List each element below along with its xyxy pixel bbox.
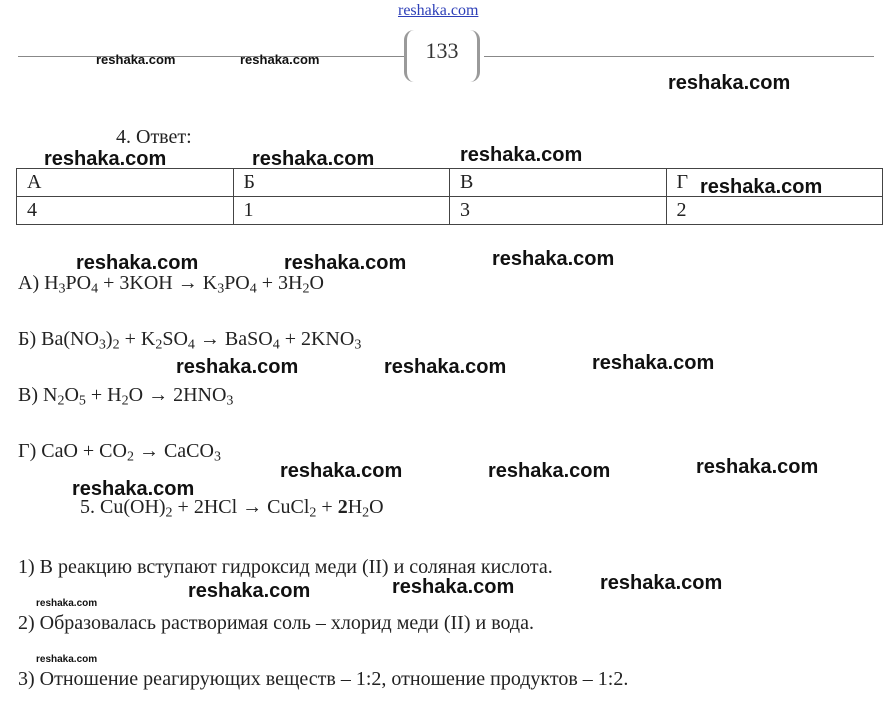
table-header-cell: Г xyxy=(666,169,883,197)
table-header-cell: Б xyxy=(233,169,450,197)
watermark: reshaka.com xyxy=(252,148,375,170)
watermark: reshaka.com xyxy=(176,356,299,378)
equation-b: Б) $Ba(NO_3)_2 + K_2SO_4$ → BaSO$_4$ + $2KNO_3$ xyxy=(18,328,362,353)
watermark: reshaka.com xyxy=(280,460,403,482)
table-header-cell: А xyxy=(17,169,234,197)
page-number: 133 xyxy=(425,38,459,63)
equation-v: В) $N_2O_5 + H_2O \to 2HNO_3$ xyxy=(18,384,234,409)
equation-a: А) $H_3PO_4 + 3KOH \to K_3PO_4 + 3H_2O$ xyxy=(18,272,324,297)
table-header-cell: В xyxy=(450,169,667,197)
site-watermark-top: reshaka.com xyxy=(398,2,479,19)
table-value-cell: 4 xyxy=(17,197,234,225)
watermark: reshaka.com xyxy=(492,248,615,270)
watermark: reshaka.com xyxy=(488,460,611,482)
watermark: reshaka.com xyxy=(668,72,791,94)
table-value-cell: 1 xyxy=(233,197,450,225)
watermark: reshaka.com xyxy=(240,52,320,67)
statement-3: 3) Отношение реагирующих веществ – 1:2, отношение продуктов – 1:2. xyxy=(18,668,629,690)
table-value-cell: 2 xyxy=(666,197,883,225)
header-rule-left xyxy=(18,56,404,57)
table-value-cell: 3 xyxy=(450,197,667,225)
statement-1: 1) В реакцию вступают гидроксид меди (II) и соляная кислота. xyxy=(18,556,553,578)
table-value-row xyxy=(17,197,883,225)
watermark: reshaka.com xyxy=(76,252,199,274)
watermark: reshaka.com xyxy=(600,572,723,594)
watermark: reshaka.com xyxy=(460,144,583,166)
equation-g: Г) CaO + $CO_2$ → CaCO$_3$ xyxy=(18,440,221,465)
watermark: reshaka.com xyxy=(284,252,407,274)
watermark: reshaka.com xyxy=(392,576,515,598)
watermark: reshaka.com xyxy=(384,356,507,378)
watermark: reshaka.com xyxy=(36,654,98,665)
watermark: reshaka.com xyxy=(696,456,819,478)
watermark: reshaka.com xyxy=(700,176,823,198)
watermark: reshaka.com xyxy=(36,598,98,609)
watermark: reshaka.com xyxy=(44,148,167,170)
watermark: reshaka.com xyxy=(592,352,715,374)
task5-equation: 5. $Cu(OH)_2 + 2HCl$ → CuCl$_2$ + $2H_2O$ xyxy=(80,496,384,521)
watermark: reshaka.com xyxy=(188,580,311,602)
answer-label: 4. Ответ: xyxy=(116,126,192,148)
watermark: reshaka.com xyxy=(96,52,176,67)
watermark: reshaka.com xyxy=(72,478,195,500)
header-rule-right xyxy=(484,56,874,57)
statement-2: 2) Образовалась растворимая соль – хлорид меди (II) и вода. xyxy=(18,612,534,634)
